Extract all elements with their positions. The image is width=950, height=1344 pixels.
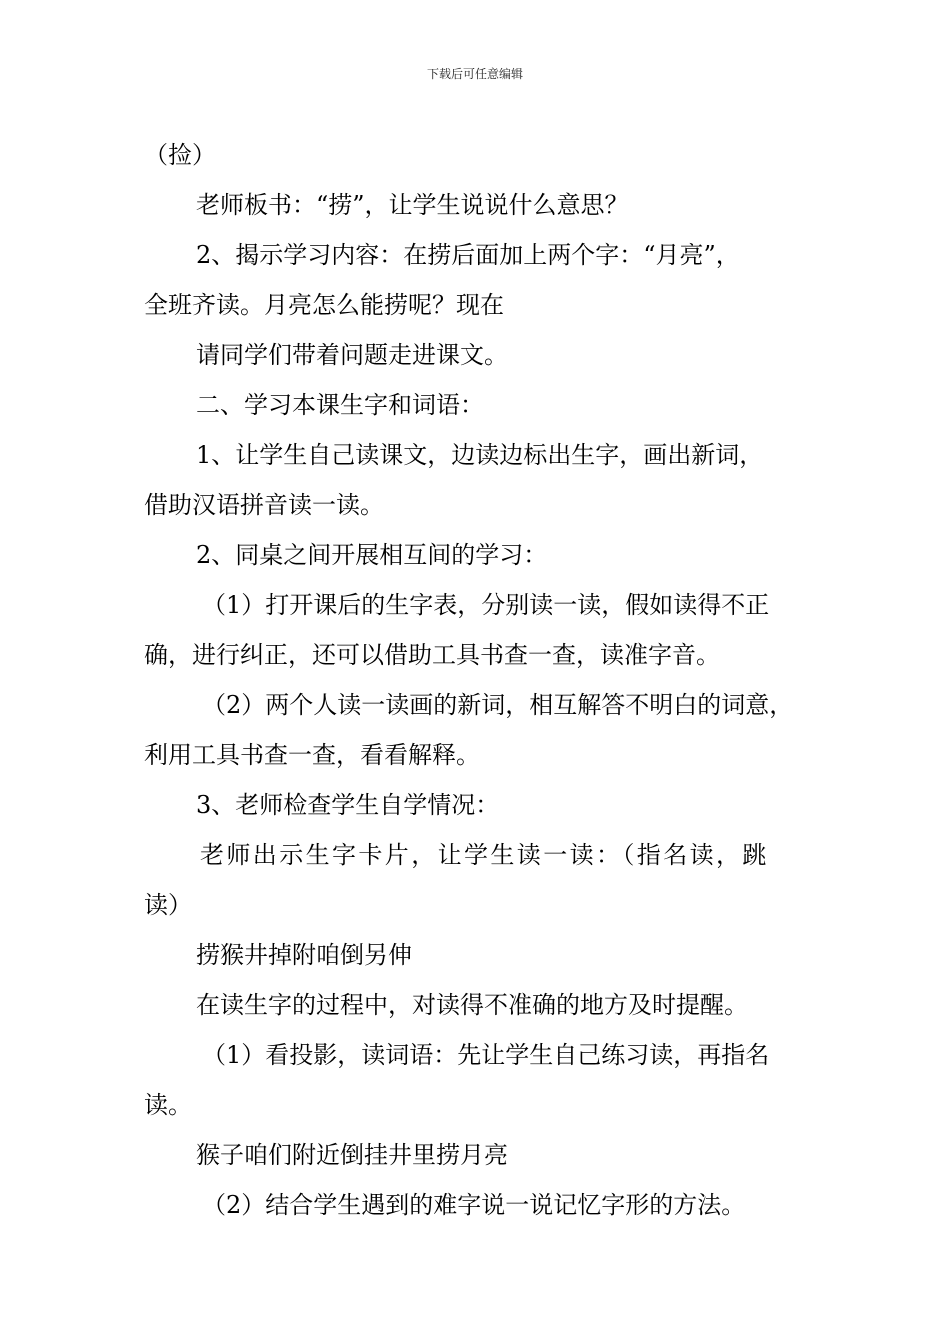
- text-line: （2）两个人读一读画的新词，相互解答不明白的词意，: [202, 691, 794, 719]
- page-header: 下载后可任意编辑: [426, 67, 523, 81]
- text-line: 1、让学生自己读课文，边读边标出生字，画出新词，: [196, 441, 764, 469]
- text-line: 请同学们带着问题走进课文。: [196, 341, 508, 369]
- text-line: 老师出示生字卡片，让学生读一读：（指名读，跳: [200, 841, 769, 869]
- text-line: 2、同桌之间开展相互间的学习：: [196, 541, 548, 569]
- text-line: （2）结合学生遇到的难字说一说记忆字形的方法。: [202, 1191, 746, 1219]
- text-line: 在读生字的过程中，对读得不准确的地方及时提醒。: [196, 991, 748, 1019]
- document-body: [144, 130, 834, 1230]
- text-line: 老师板书：“捞”，让学生说说什么意思？: [196, 191, 629, 219]
- text-line: 读）: [144, 891, 192, 919]
- text-line: 3、老师检查学生自学情况：: [196, 791, 500, 819]
- text-line: （捡）: [144, 141, 216, 169]
- text-line: 捞猴井掉附咱倒另伸: [196, 941, 412, 969]
- text-line: 二、学习本课生字和词语：: [196, 391, 484, 419]
- text-line: 借助汉语拼音读一读。: [144, 491, 384, 519]
- text-line: （1）看投影，读词语：先让学生自己练习读，再指名: [202, 1041, 770, 1069]
- text-line: 2、揭示学习内容：在捞后面加上两个字：“月亮”，: [196, 241, 740, 269]
- text-line: （1）打开课后的生字表，分别读一读，假如读得不正: [202, 591, 770, 619]
- text-line: 利用工具书查一查，看看解释。: [144, 741, 480, 769]
- text-line: 读。: [144, 1091, 192, 1119]
- text-line: 猴子咱们附近倒挂井里捞月亮: [196, 1141, 508, 1169]
- text-line: 确，进行纠正，还可以借助工具书查一查，读准字音。: [144, 641, 720, 669]
- text-line: 全班齐读。月亮怎么能捞呢？现在: [144, 291, 504, 319]
